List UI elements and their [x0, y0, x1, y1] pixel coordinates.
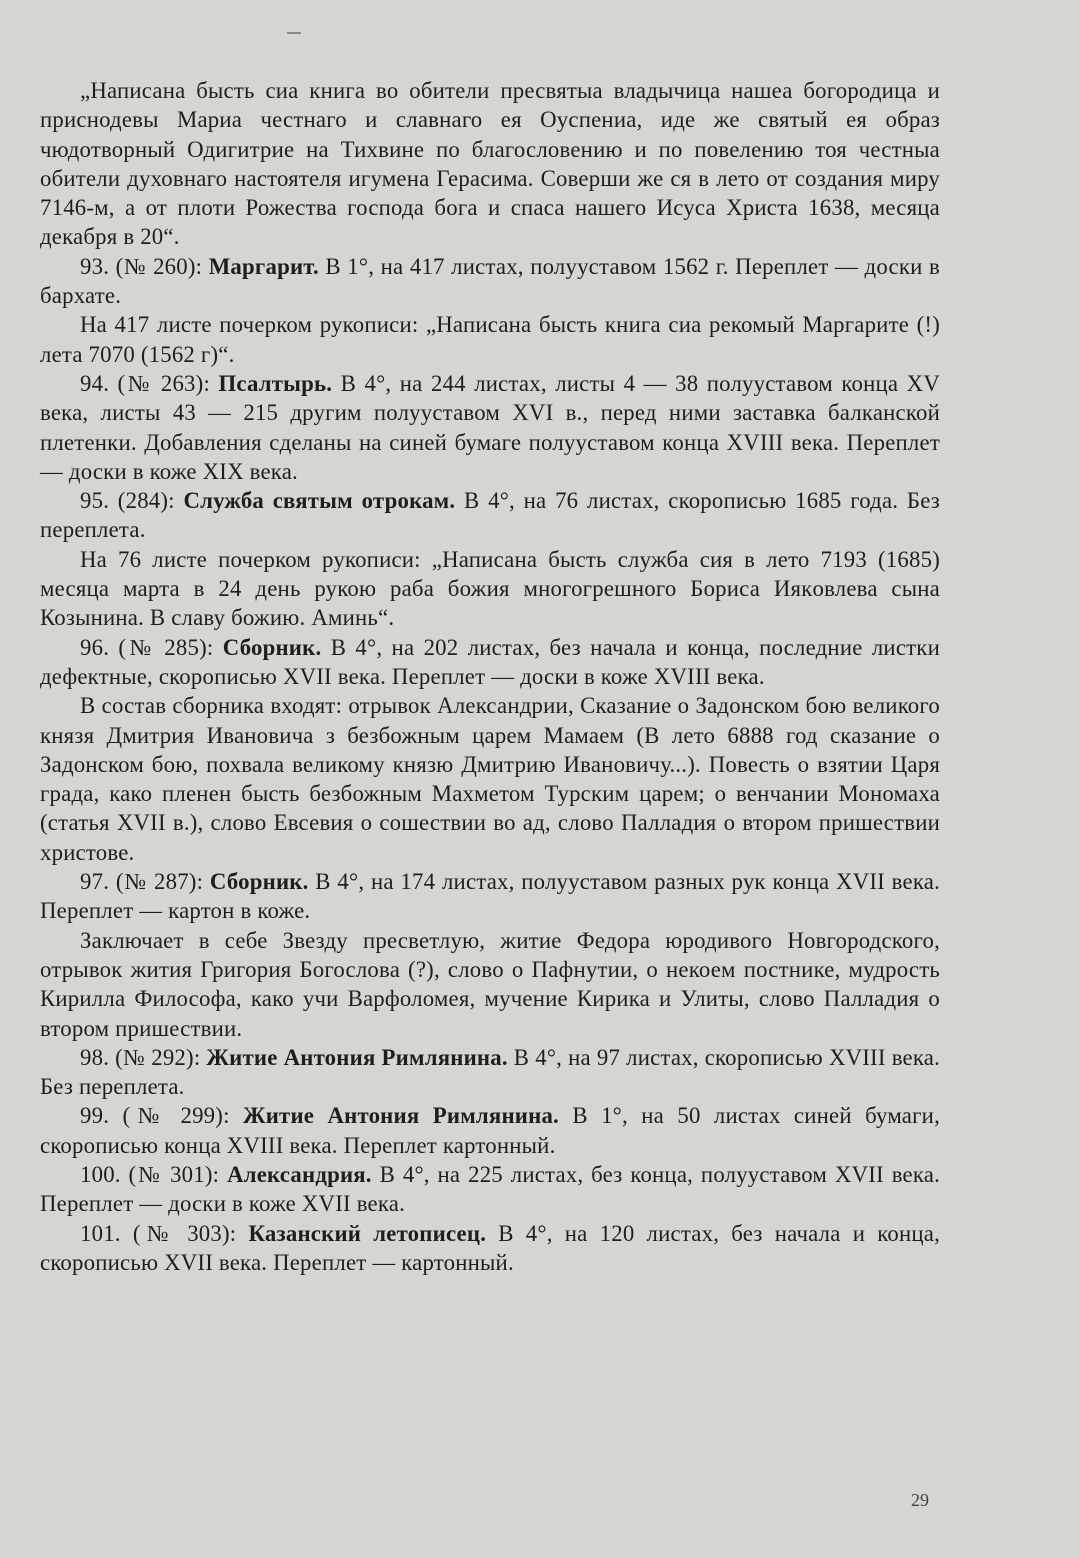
entry-101: [40, 1219, 940, 1278]
paragraph-0: [40, 76, 940, 252]
entry-title: Маргарит.: [208, 253, 319, 279]
entry-number: 99. (№ 299):: [80, 1103, 243, 1129]
entry-text: В 4°, на 97 листах, скорописью XVIII века. Без переплета.: [40, 1044, 940, 1100]
entry-text: В 4°, на 120 листах, без начала и конца, скорописью XVII века. Переплет — картонный.: [40, 1220, 940, 1275]
paragraph-7: [40, 691, 940, 867]
entry-94: [40, 369, 940, 486]
text-body: [40, 76, 940, 1277]
entry-text: В 4°, на 202 листах, без начала и конца, последние листки дефектные, скорописью XVII века. Переплет — доски в коже XVIII века.: [40, 634, 940, 689]
entry-text: В 1°, на 417 листах, полууставом 1562 г. Переплет — доски в бархате.: [40, 253, 940, 309]
entry-text: В 4°, на 244 листах, листы 4 — 38 полууставом конца XV века, листы 43 — 215 другим полууставом XVI в., перед ними заставка балканской плетенки. Добавления сделаны на синей бумаге полууставом конца XVIII века. Переплет — доски в коже XIX века.: [40, 370, 940, 484]
top-mark: [287, 32, 301, 34]
paragraph-text: Заключает в себе Звезду пресветлую, житие Федора юродивого Новгородского, отрывок жития Григория Богослова (?), слово о Пафнутии, о некоем постнике, мудрость Кирилла Философа, како учи Варфоломея, мучение Кирика и Улиты, слово Палладия о втором пришествии.: [40, 927, 940, 1041]
entry-96: [40, 633, 940, 692]
entry-title: Казанский летописец.: [248, 1220, 487, 1246]
paragraph-5: [40, 545, 940, 633]
entry-number: 97. (№ 287):: [80, 869, 210, 895]
entry-text: В 1°, на 50 листах синей бумаги, скорописью конца XVIII века. Переплет картонный.: [40, 1103, 940, 1158]
paragraph-text: В состав сборника входят: отрывок Александрии, Сказание о Задонском бою великого князя Дмитрия Ивановича з безбожным царем Мамаем (В лето 6888 год сказание о Задонском бою, похвала великому князю Дмитрию Ивановичу...). Повесть о взятии Царя града, како пленен бысть безбожным Махметом Турским царем; о венчании Мономаха (статья XVII в.), слово Евсевия о сошествии во ад, слово Палладия о втором пришествии христове.: [40, 693, 940, 865]
entry-text: В 4°, на 174 листах, полууставом разных рук конца XVII века. Переплет — картон в коже.: [40, 869, 940, 924]
entry-100: [40, 1160, 940, 1219]
paragraph-text: На 417 листе почерком рукописи: „Написана бысть книга сиа рекомый Маргарите (!) лета 7070 (1562 г)“.: [40, 312, 940, 367]
entry-number: 101. (№ 303):: [80, 1220, 249, 1246]
page-number: 29: [911, 1490, 929, 1510]
entry-95: [40, 486, 940, 545]
entry-number: 93. (№ 260):: [80, 253, 209, 279]
paragraph-text: На 76 листе почерком рукописи: „Написана бысть служба сия в лето 7193 (1685) месяца марта в 24 день рукою раба божия многогрешного Бориса Иякoвлева сына Козынина. В славу божию. Аминь“.: [40, 546, 940, 631]
paragraph-text: „Написана бысть сиа книга во обители пресвятыа владычица нашеа богородица и приснодевы Мариа честнаго и славнаго ея Оуспениа, иде же святый ея образ чюдотворный Одигитрие на Тихвине по благословению и по повелению тоя честныа обители духовнаго настоятеля игумена Герасима. Соверши же ся в лето от создания миру 7146-м, а от плоти Рожества господа бога и спаса нашего Исуса Христа 1638, месяца декабря в 20“.: [40, 78, 940, 250]
entry-number: 96. (№ 285):: [80, 634, 223, 660]
entry-98: [40, 1043, 940, 1102]
entry-97: [40, 867, 940, 926]
entry-title: Сборник.: [209, 869, 309, 895]
paragraph-2: [40, 310, 940, 369]
entry-93: [40, 252, 940, 311]
entry-title: Житие Антония Римлянина.: [206, 1044, 508, 1070]
entry-number: 100. (№ 301):: [80, 1161, 228, 1187]
entry-99: [40, 1101, 940, 1160]
entry-number: 95. (284):: [80, 488, 184, 514]
entry-title: Псалтырь.: [218, 370, 333, 396]
entry-title: Служба святым отрокам.: [183, 488, 456, 514]
entry-text: В 4°, на 225 листах, без конца, полууставом XVII века. Переплет — доски в коже XVII века.: [40, 1161, 940, 1217]
entry-number: 98. (№ 292):: [80, 1044, 207, 1070]
entry-text: В 4°, на 76 листах, скорописью 1685 года. Без переплета.: [40, 488, 940, 543]
entry-number: 94. (№ 263):: [80, 370, 219, 396]
entry-title: Александрия.: [227, 1161, 372, 1187]
entry-title: Сборник.: [222, 634, 322, 660]
paragraph-9: [40, 926, 940, 1043]
entry-title: Житие Антония Римлянина.: [242, 1103, 559, 1129]
